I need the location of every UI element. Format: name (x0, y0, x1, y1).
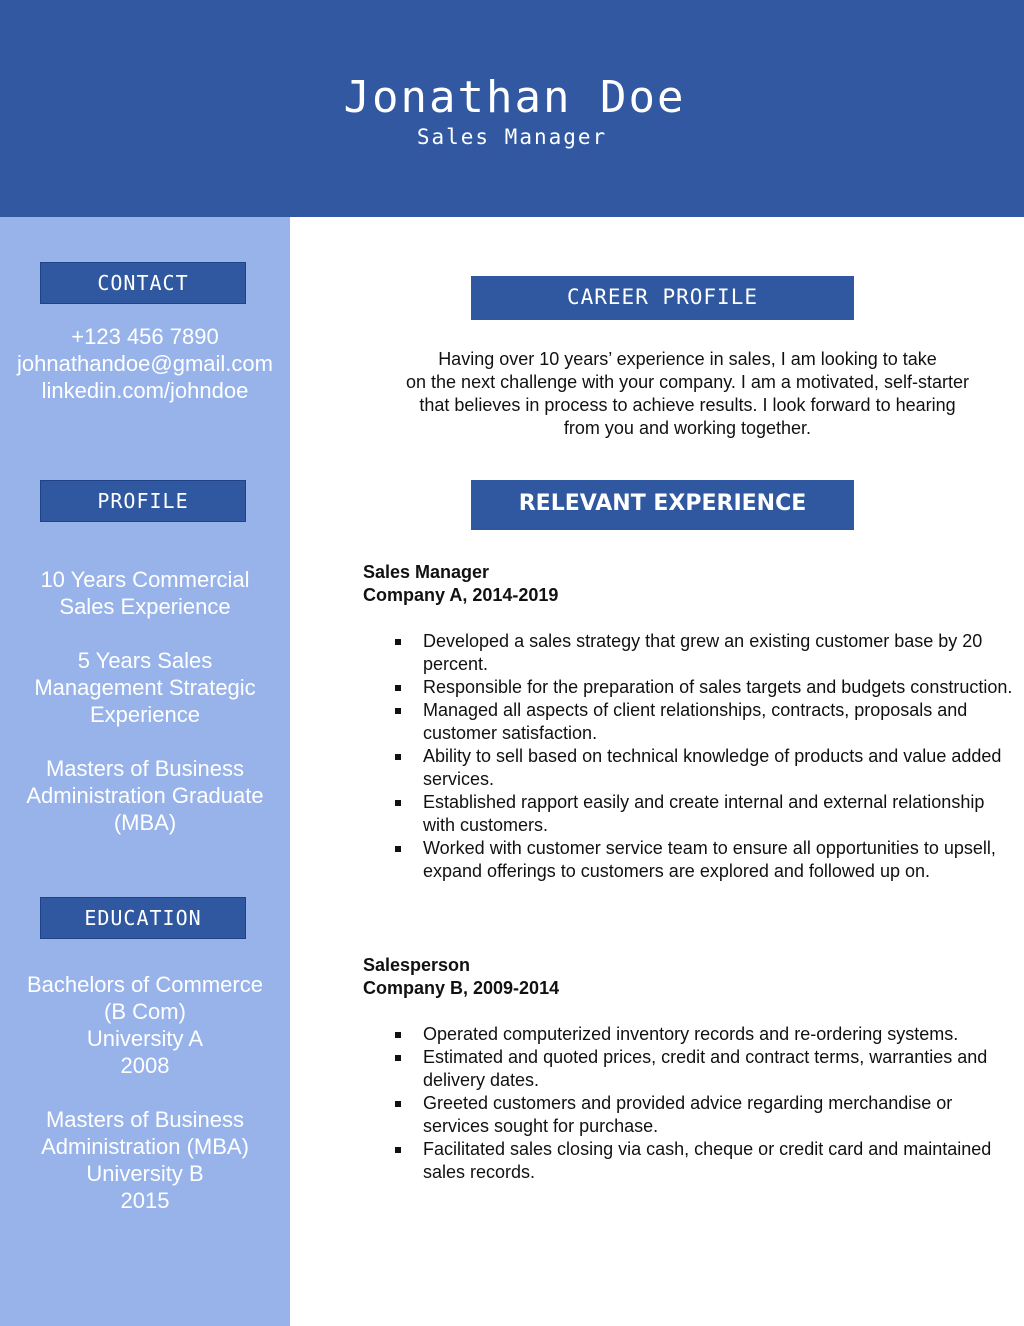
profile-line: (MBA) (113, 810, 177, 835)
profile-item (10, 755, 280, 836)
profile-line: Sales Experience (59, 594, 231, 619)
job-bullet: Estimated and quoted prices, credit and contract terms, warranties and delivery dates. (390, 1046, 1015, 1092)
profile-block (10, 566, 280, 863)
career-profile-line: Having over 10 years’ experience in sales, I am looking to take (438, 349, 937, 369)
education-line: Bachelors of Commerce (27, 972, 263, 997)
education-block (10, 971, 280, 1241)
job-title: Sales Manager (363, 562, 490, 582)
job-bullet: Worked with customer service team to ensure all opportunities to upsell, expand offerings to customers are explored and followed up on. (390, 837, 1015, 883)
profile-line: Management Strategic (34, 675, 256, 700)
career-profile-heading: CAREER PROFILE (471, 276, 854, 320)
education-line: 2015 (120, 1188, 170, 1213)
job-title: Salesperson (363, 955, 471, 975)
job-bullet: Ability to sell based on technical knowledge of products and value added services. (390, 745, 1015, 791)
education-line: University B (86, 1161, 204, 1186)
profile-line: 10 Years Commercial (40, 567, 250, 592)
profile-item (10, 647, 280, 728)
education-item (10, 1106, 280, 1214)
resume-name: Jonathan Doe (343, 72, 686, 123)
contact-phone: +123 456 7890 (71, 324, 219, 349)
contact-email: johnathandoe@gmail.com (17, 351, 273, 376)
job-bullets (390, 1023, 1015, 1184)
contact-block (10, 323, 280, 404)
job-company: Company B, 2009-2014 (363, 978, 560, 998)
career-profile-line: from you and working together. (563, 418, 812, 438)
contact-linkedin: linkedin.com/johndoe (41, 378, 249, 403)
contact-heading: CONTACT (40, 262, 246, 304)
education-line: 2008 (120, 1053, 170, 1078)
job-bullet: Responsible for the preparation of sales targets and budgets construction. (390, 676, 1015, 699)
profile-item (10, 566, 280, 620)
education-line: University A (86, 1026, 204, 1051)
profile-heading: PROFILE (40, 480, 246, 522)
job-bullet: Managed all aspects of client relationships, contracts, proposals and customer satisfaction. (390, 699, 1015, 745)
education-line: (B Com) (104, 999, 186, 1024)
education-line: Masters of Business (45, 1107, 245, 1132)
sidebar (0, 217, 290, 1326)
job-company: Company A, 2014-2019 (363, 585, 559, 605)
education-item (10, 971, 280, 1079)
profile-line: Administration Graduate (26, 783, 264, 808)
profile-line: Masters of Business (45, 756, 245, 781)
education-heading: EDUCATION (40, 897, 246, 939)
career-profile-line: that believes in process to achieve results. I look forward to hearing (419, 395, 956, 415)
job-bullet: Established rapport easily and create internal and external relationship with customers. (390, 791, 1015, 837)
career-profile-text (335, 348, 1024, 440)
resume-header (0, 0, 1024, 217)
job-bullets (390, 630, 1015, 883)
job-bullet: Developed a sales strategy that grew an existing customer base by 20 percent. (390, 630, 1015, 676)
job-bullet: Greeted customers and provided advice regarding merchandise or services sought for purchase. (390, 1092, 1015, 1138)
job-bullet: Operated computerized inventory records and re-ordering systems. (390, 1023, 1015, 1046)
job-bullet: Facilitated sales closing via cash, cheque or credit card and maintained sales records. (390, 1138, 1015, 1184)
relevant-experience-heading: RELEVANT EXPERIENCE (471, 480, 854, 530)
career-profile-line: on the next challenge with your company. I am a motivated, self-starter (406, 372, 969, 392)
education-line: Administration (MBA) (41, 1134, 249, 1159)
profile-line: 5 Years Sales (77, 648, 213, 673)
resume-job-title: Sales Manager (416, 125, 608, 149)
profile-line: Experience (89, 702, 201, 727)
